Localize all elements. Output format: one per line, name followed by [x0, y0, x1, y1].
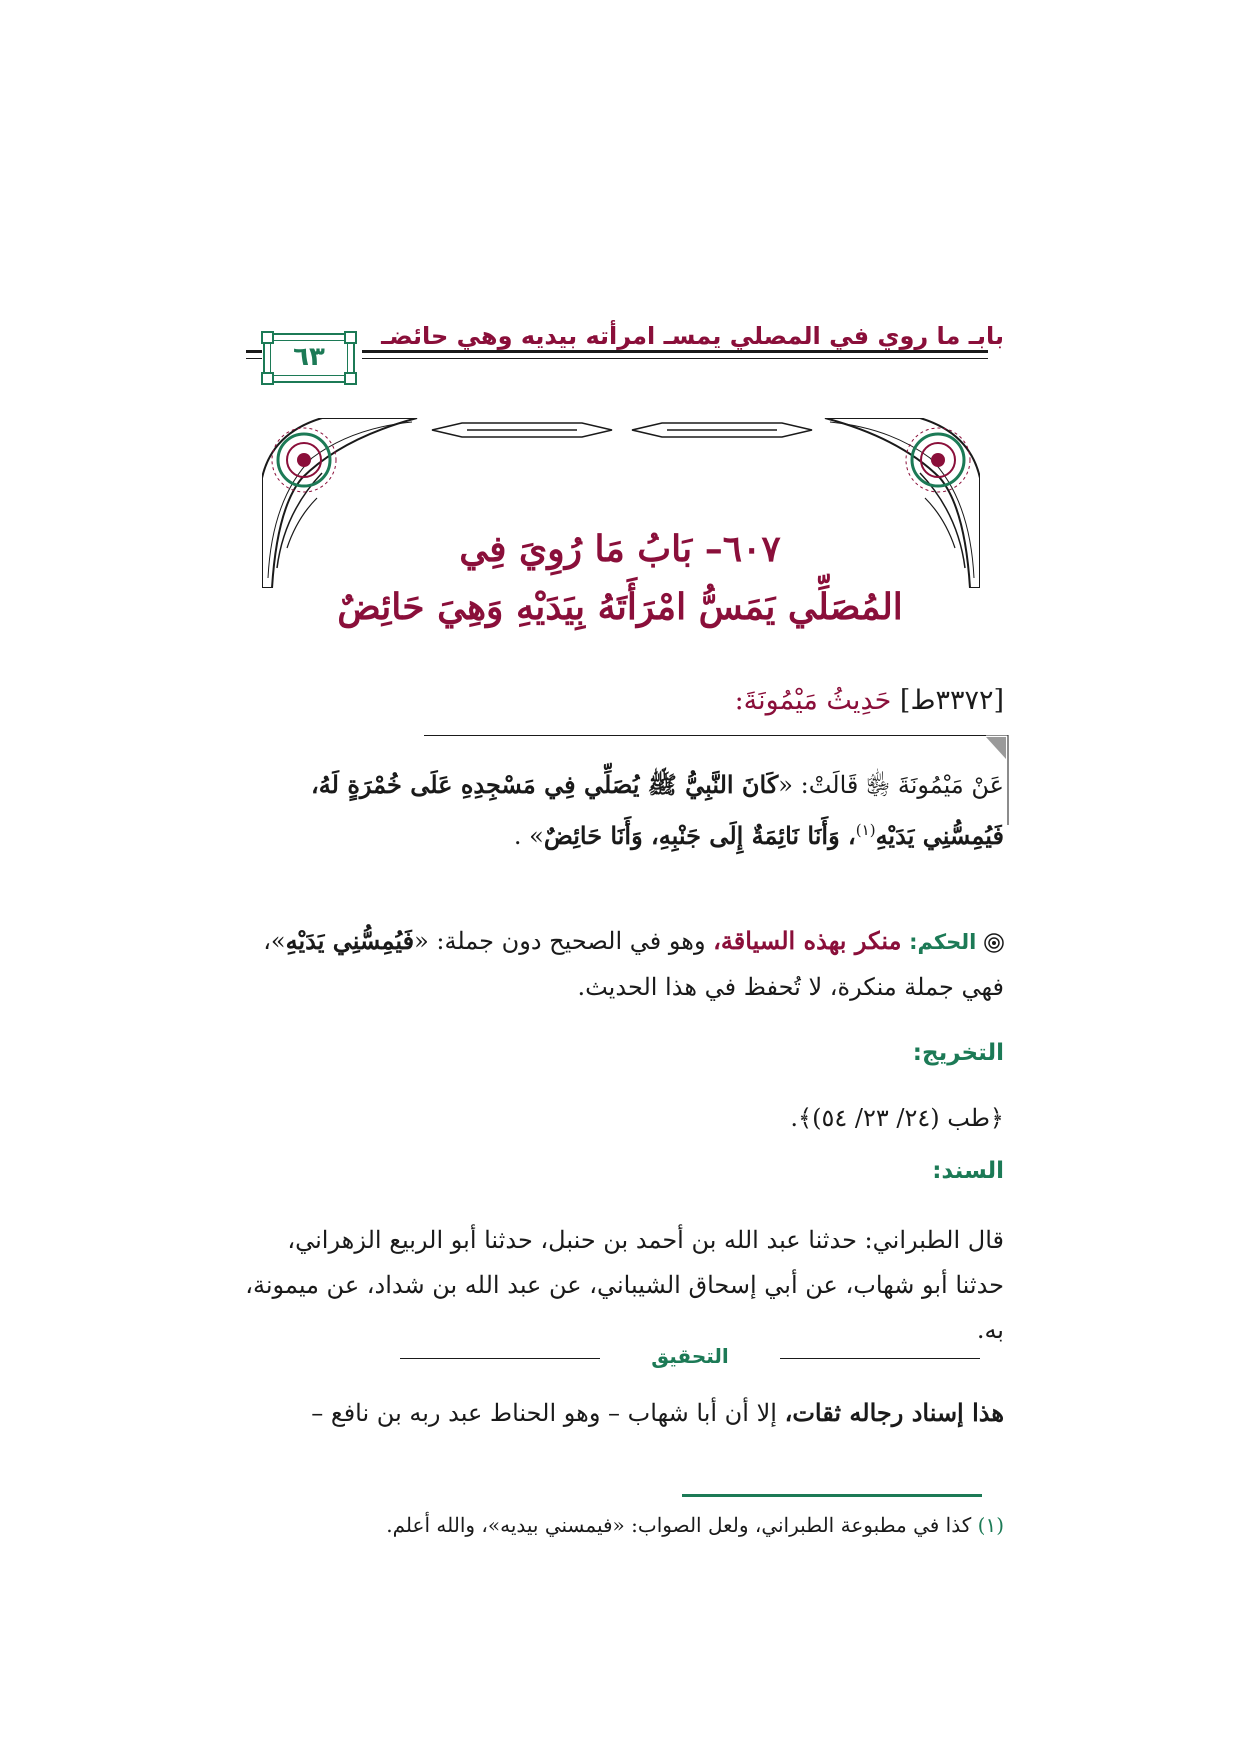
- frame-corner-ornament: [344, 372, 357, 385]
- ruling-label: الحكم:: [909, 930, 977, 954]
- header-rule-left-thick: [246, 350, 262, 353]
- ruling-verdict: منكر بهذه السياقة،: [713, 926, 902, 955]
- footnote-rule: [682, 1494, 982, 1497]
- ruling-paragraph: [236, 918, 1004, 1010]
- takhrij-label: التخريج:: [912, 1040, 1004, 1066]
- hadith-heading: [236, 685, 1004, 716]
- tahqiq-label: التحقيق: [651, 1344, 729, 1368]
- tahqiq-divider: [400, 1344, 980, 1374]
- hadith-matn-part2: ، وَأَنَا نَائِمَةٌ إِلَى جَنْبِهِ، وَأَنَا حَائِضٌ: [543, 821, 856, 850]
- running-title: بابـ ما روي في المصلي يمسـ امرأته بيديه وهي حائضـ: [381, 322, 1004, 350]
- ruling-quoted: فَيُمِسُّنِي يَدَيْهِ: [285, 926, 415, 955]
- hadith-narrator-intro: عَنْ مَيْمُونَةَ ﵂ قَالَتْ: «: [778, 771, 1004, 799]
- tahqiq-body: إلا أن أبا شهاب – وهو الحناط عبد ربه بن نافع –: [311, 1399, 785, 1427]
- flower-ornament-icon: [984, 933, 1004, 953]
- ruling-text-1: وهو في الصحيح دون جملة: «: [414, 927, 714, 955]
- page-number: ٦٣: [293, 342, 325, 372]
- sanad-label: السند:: [932, 1158, 1004, 1184]
- hadith-title: حَدِيثُ مَيْمُونَةَ:: [734, 685, 892, 716]
- tahqiq-text: [236, 1390, 1004, 1436]
- footnote: [236, 1513, 1004, 1537]
- footnote-marker: (١): [977, 1513, 1004, 1537]
- sanad-text: [236, 1218, 1004, 1353]
- hadith-frame-rule: [424, 735, 986, 736]
- hadith-id-open: [: [993, 685, 1004, 716]
- hadith-id-close: ]: [899, 685, 911, 716]
- chapter-title-line1: ٦٠٧– بَابُ مَا رُوِيَ فِي: [459, 528, 781, 570]
- ruling-text-2: »، فهي جملة منكرة، لا تُحفظ في هذا الحديث.: [263, 927, 1004, 1001]
- top-pill-ornament-left: [432, 423, 612, 437]
- tahqiq-lead: هذا إسناد رجاله ثقات،: [784, 1398, 1004, 1427]
- sanad-text-body: قال الطبراني: حدثنا عبد الله بن أحمد بن حنبل، حدثنا أبو الربيع الزهراني، حدثنا أبو شهاب، عن أبي إسحاق الشيباني، عن عبد الله بن شداد، عن ميمونة، به.: [245, 1226, 1004, 1344]
- frame-corner-ornament: [261, 372, 274, 385]
- takhrij-text: ﴿طب (٢٤/ ٢٣/ ٥٤)﴾.: [790, 1104, 1004, 1132]
- hadith-matn-part1: كَانَ النَّبِيُّ ﷺ يُصَلِّي فِي مَسْجِدِهِ عَلَى خُمْرَةٍ لَهُ، فَيُمِسُّنِي يَدَيْهِ: [311, 770, 1004, 850]
- hadith-closing: » .: [513, 822, 544, 850]
- header-rule-right-thin: [362, 358, 988, 359]
- footnote-reference[interactable]: (١): [855, 821, 876, 839]
- footnote-text: كذا في مطبوعة الطبراني، ولعل الصواب: «فيمسني بيديه»، والله أعلم.: [386, 1513, 978, 1537]
- chapter-title-line2: المُصَلِّي يَمَسُّ امْرَأَتَهُ بِيَدَيْهِ وَهِيَ حَائِضٌ: [337, 586, 903, 628]
- header-rule-left-thin: [246, 358, 262, 359]
- header-rule-right-thick: [362, 350, 988, 353]
- page-number-box: [263, 333, 355, 383]
- top-pill-ornament-right: [632, 423, 812, 437]
- hadith-id: ٣٣٧٢ط: [910, 685, 994, 716]
- hadith-text: [236, 762, 1004, 859]
